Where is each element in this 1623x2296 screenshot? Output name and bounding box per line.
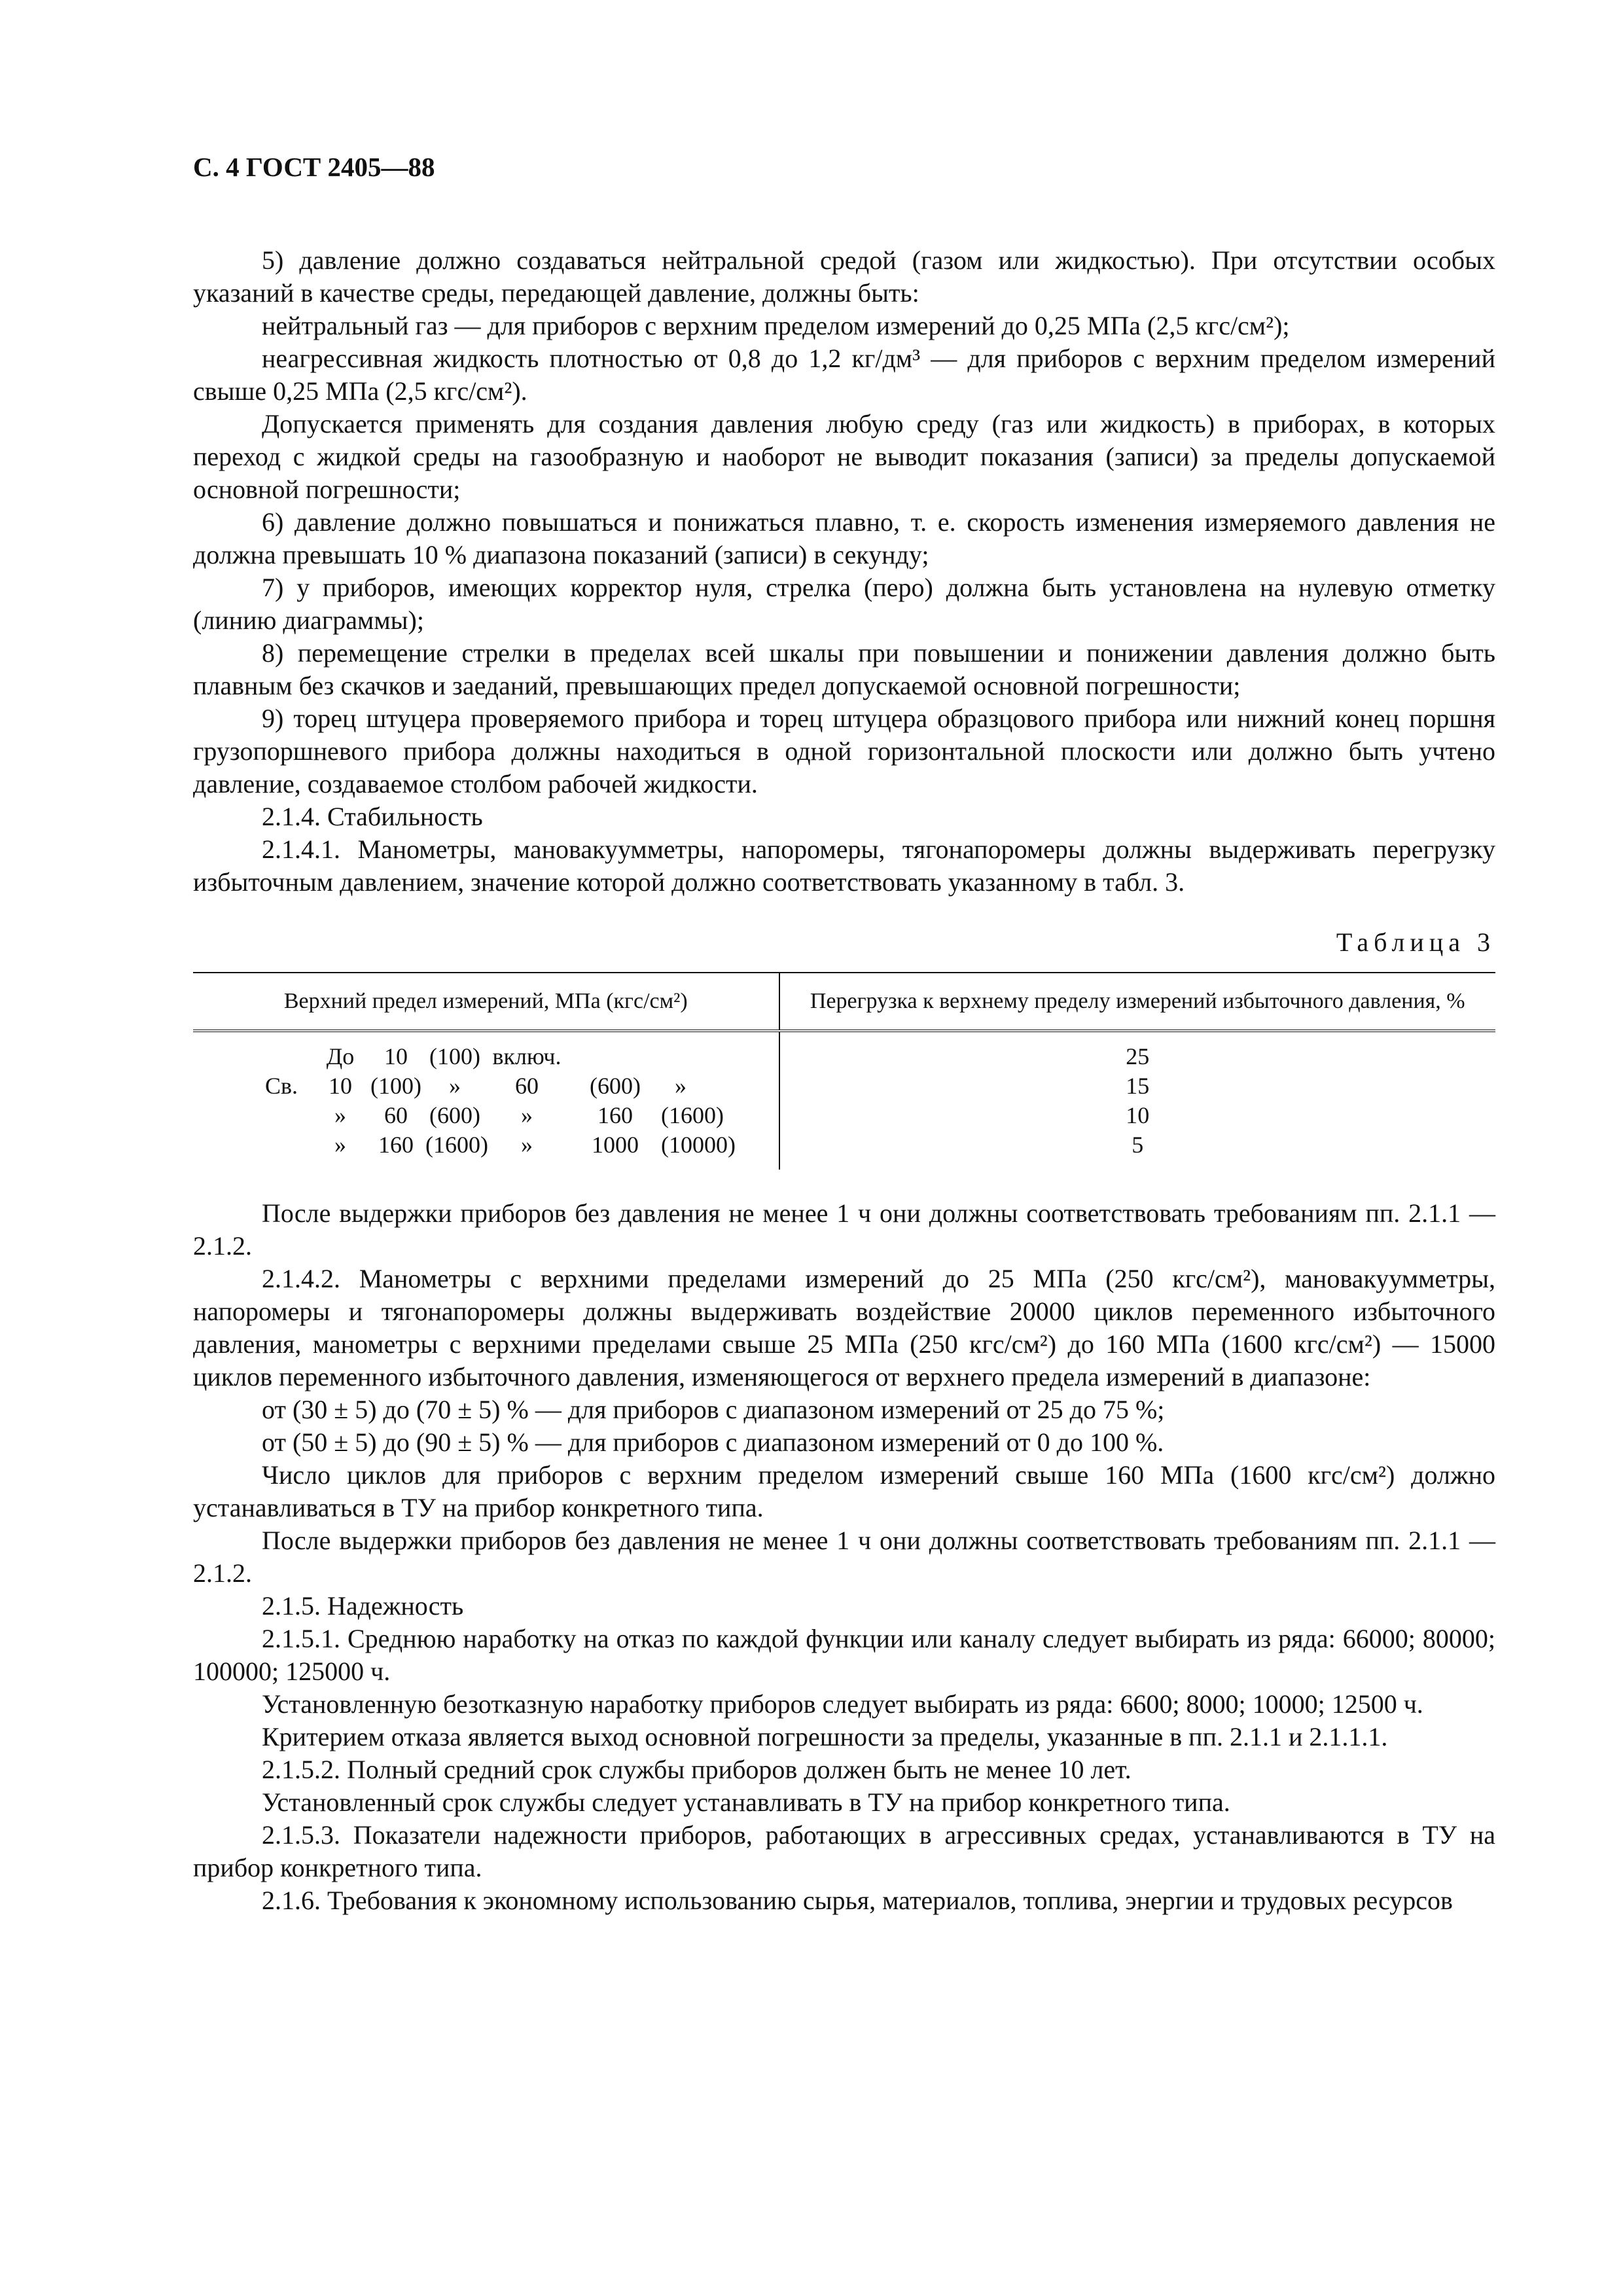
table-cell-limits — [193, 1031, 779, 1170]
paragraph: 6) давление должно повышаться и понижаться плавно, т. е. скорость изменения измеряемого давления не должна превышать 10 % диапазона показаний (записи) в секунду; — [193, 507, 1495, 569]
paragraph: неагрессивная жидкость плотностью от 0,8 до 1,2 кг/дм³ — для приборов с верхним пределом измерений свыше 0,25 МПа (2,5 кгс/см²). — [193, 344, 1495, 406]
table-col-header-overload: Перегрузка к верхнему пределу измерений избыточного давления, % — [810, 989, 1465, 1013]
range-prefix — [249, 1130, 314, 1160]
range-prefix — [249, 1042, 314, 1071]
paragraph: Установленный срок службы следует устанавливать в ТУ на прибор конкретного типа. — [262, 1787, 1230, 1817]
paragraph: 5) давление должно создаваться нейтральной средой (газом или жидкостью). При отсутствии особых указаний в качестве среды, передающей давление, должны быть: — [193, 245, 1495, 308]
paragraph: 9) торец штуцера проверяемого прибора и торец штуцера образцового прибора или нижний конец поршня грузопоршневого прибора должны находиться в одной горизонтальной плоскости или должно быть учтено давление, создаваемое столбом рабочей жидкости. — [193, 704, 1495, 798]
range-row — [249, 1101, 779, 1130]
section-heading: 2.1.4. Стабильность — [262, 802, 483, 831]
table-header-row — [193, 973, 1495, 1031]
paragraph: от (50 ± 5) до (90 ± 5) % — для приборов с диапазоном измерений от 0 до 100 %. — [262, 1427, 1164, 1457]
range-token: 60 — [384, 1102, 408, 1128]
section-heading: 2.1.5. Надежность — [262, 1591, 464, 1621]
page-header: С. 4 ГОСТ 2405—88 — [193, 152, 435, 182]
range-prefix: Св. — [264, 1073, 298, 1099]
table-body-row — [193, 1031, 1495, 1170]
range-row — [249, 1130, 779, 1160]
paragraph: После выдержки приборов без давления не менее 1 ч они должны соответствовать требованиям пп. 2.1.1 — 2.1.2. — [193, 1526, 1495, 1588]
range-token — [569, 1042, 661, 1071]
range-token: (1600) — [425, 1132, 488, 1158]
paragraph: 2.1.6. Требования к экономному использованию сырья, материалов, топлива, энергии и трудовых ресурсов — [262, 1886, 1453, 1915]
range-token: (10000) — [661, 1132, 736, 1158]
range-token: » — [449, 1073, 461, 1099]
table-col-header-limit: Верхний предел измерений, МПа (кгс/см²) — [193, 973, 779, 1031]
paragraph: 8) перемещение стрелки в пределах всей шкалы при повышении и понижении давления должно быть плавным без скачков и заеданий, превышающих предел допускаемой основной погрешности; — [193, 638, 1495, 700]
range-token: 10 — [384, 1043, 408, 1069]
paragraph: 2.1.5.2. Полный средний срок службы приборов должен быть не менее 10 лет. — [262, 1755, 1132, 1784]
paragraph: 7) у приборов, имеющих корректор нуля, стрелка (перо) должна быть установлена на нулевую отметку (линию диаграммы); — [193, 573, 1495, 635]
overload-value: 10 — [1126, 1102, 1150, 1128]
range-token: » — [675, 1073, 687, 1099]
document-page — [193, 151, 1495, 1917]
overload-value: 25 — [1126, 1043, 1150, 1069]
table-caption: Таблица 3 — [1336, 927, 1495, 957]
range-token: 1000 — [592, 1132, 639, 1158]
paragraph: от (30 ± 5) до (70 ± 5) % — для приборов с диапазоном измерений от 25 до 75 %; — [262, 1395, 1165, 1424]
range-prefix — [249, 1101, 314, 1130]
paragraph: Число циклов для приборов с верхним пределом измерений свыше 160 МПа (1600 кгс/см²) должно устанавливаться в ТУ на прибор конкретного типа. — [193, 1460, 1495, 1522]
range-token: (600) — [429, 1102, 480, 1128]
paragraph: 2.1.5.3. Показатели надежности приборов, работающих в агрессивных средах, устанавливаются в ТУ на прибор конкретного типа. — [193, 1820, 1495, 1882]
range-token: 160 — [597, 1102, 633, 1128]
paragraph: Установленную безотказную наработку приборов следует выбирать из ряда: 6600; 8000; 10000; 12500 ч. — [262, 1689, 1423, 1719]
paragraph: 2.1.5.1. Среднюю наработку на отказ по каждой функции или каналу следует выбирать из ряда: 66000; 80000; 100000; 125000 ч. — [193, 1624, 1495, 1686]
paragraph: Допускается применять для создания давления любую среду (газ или жидкость) в приборах, в которых переход с жидкой среды на газообразную и наоборот не выводит показания (записи) за пределы допускаемой основной погрешности; — [193, 409, 1495, 504]
overload-value: 15 — [1126, 1073, 1150, 1099]
range-token — [661, 1042, 700, 1071]
paragraph: После выдержки приборов без давления не менее 1 ч они должны соответствовать требованиям пп. 2.1.1 — 2.1.2. — [193, 1198, 1495, 1261]
range-token: (100) — [370, 1073, 421, 1099]
range-token: 60 — [515, 1073, 539, 1099]
range-token: (600) — [590, 1073, 641, 1099]
paragraph: 2.1.4.2. Манометры с верхними пределами измерений до 25 МПа (250 кгс/см²), мановакуумметры, напоромеры и тягонапоромеры должны выдерживать воздействие 20000 циклов переменного избыточного давления, манометры с верхними пределами свыше 25 МПа (250 кгс/см²) до 160 МПа (1600 кгс/см²) — 15000 циклов переменного избыточного давления, изменяющегося от верхнего предела измерений в диапазоне: — [193, 1264, 1495, 1391]
range-row — [249, 1071, 779, 1101]
table-cell-values — [779, 1031, 1496, 1170]
range-token: » — [334, 1132, 346, 1158]
table-3 — [193, 972, 1495, 1170]
range-token: (1600) — [661, 1102, 724, 1128]
paragraph: нейтральный газ — для приборов с верхним пределом измерений до 0,25 МПа (2,5 кгс/см²); — [262, 311, 1290, 340]
range-token: (100) — [429, 1043, 480, 1069]
range-token: » — [521, 1132, 533, 1158]
paragraph: Критерием отказа является выход основной погрешности за пределы, указанные в пп. 2.1.1 и 2.1.1.1. — [262, 1722, 1388, 1751]
overload-value: 5 — [1132, 1132, 1144, 1158]
range-token: 10 — [329, 1073, 352, 1099]
range-token: » — [334, 1102, 346, 1128]
text-block-bottom — [193, 1197, 1495, 1917]
range-token: включ. — [492, 1043, 562, 1069]
range-token: 160 — [378, 1132, 414, 1158]
range-row — [249, 1042, 779, 1071]
text-block-top — [193, 244, 1495, 899]
paragraph: 2.1.4.1. Манометры, мановакуумметры, напоромеры, тягонапоромеры должны выдерживать перегрузку избыточным давлением, значение которой должно соответствовать указанному в табл. 3. — [193, 834, 1495, 897]
range-token: До — [326, 1043, 355, 1069]
range-token: » — [521, 1102, 533, 1128]
